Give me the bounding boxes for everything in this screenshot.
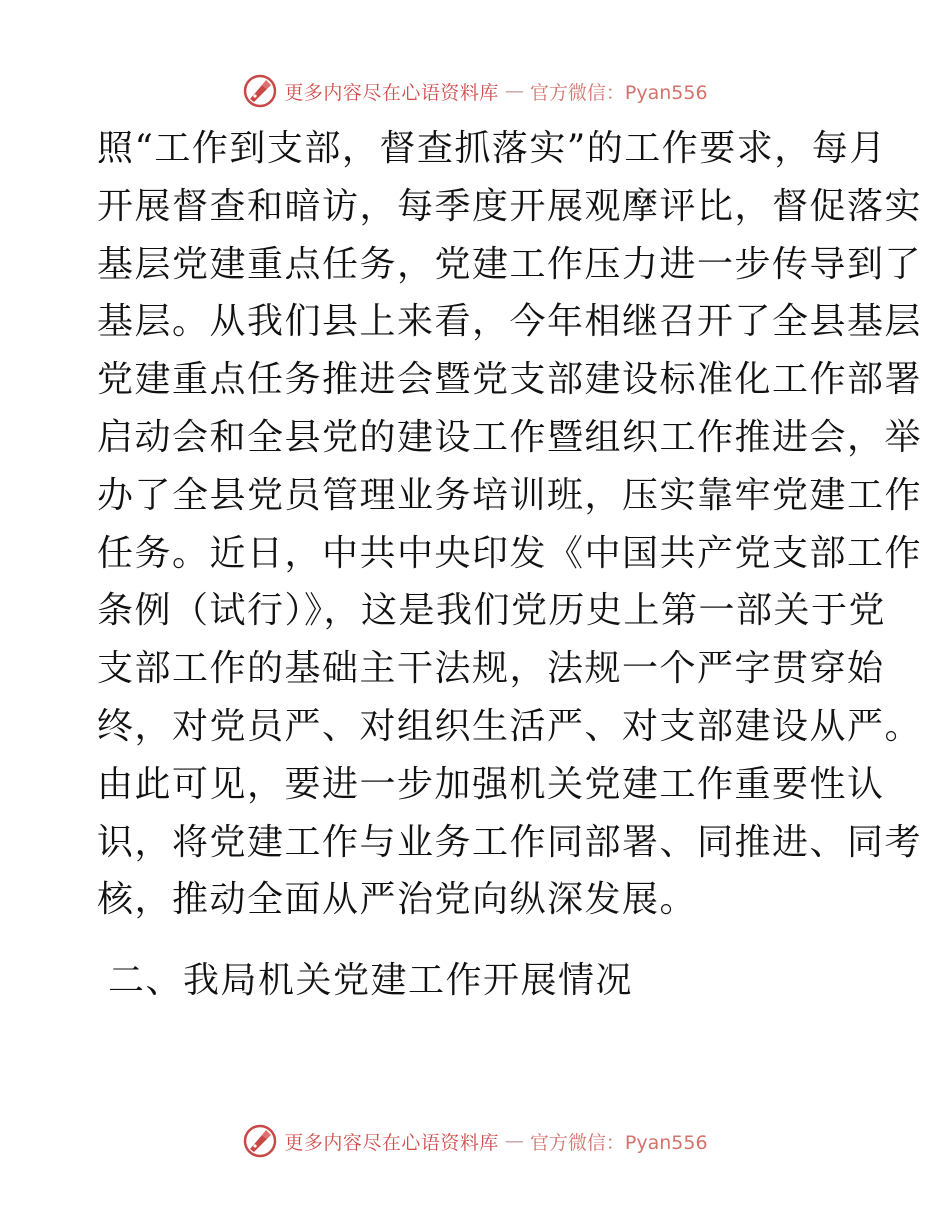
watermark-wechat-text: 官方微信：Pyan556 [529,81,708,104]
paragraph-line: 基层党建重点任务，党建工作压力进一步传导到了 [97,243,923,285]
document-paragraph [97,120,923,929]
paragraph-line: 开展督查和暗访，每季度开展观摩评比，督促落实 [97,185,923,227]
watermark-dash: — [504,80,524,102]
section-heading: 二、我局机关党建工作开展情况 [108,960,634,1001]
fountain-pen-logo-icon [242,73,278,109]
watermark-site-text: 更多内容尽在心语资料库 [284,1131,499,1154]
paragraph-line: 照“工作到支部，督查抓落实”的工作要求，每月 [97,128,887,169]
paragraph-line: 启动会和全县党的建设工作暨组织工作推进会，举 [97,416,923,458]
fountain-pen-logo-icon [242,1123,278,1159]
paragraph-line: 任务。近日，中共中央印发《中国共产党支部工作 [97,532,923,574]
watermark-wechat-text: 官方微信：Pyan556 [529,1131,708,1154]
paragraph-line: 基层。从我们县上来看，今年相继召开了全县基层 [97,301,923,343]
watermark-dash: — [504,1130,524,1152]
paragraph-line: 识，将党建工作与业务工作同部署、同推进、同考 [97,821,923,863]
paragraph-line: 党建重点任务推进会暨党支部建设标准化工作部署 [97,359,923,401]
paragraph-line: 条例（试行）》，这是我们党历史上第一部关于党 [97,590,887,632]
footer-watermark [0,1121,950,1161]
paragraph-line: 由此可见，要进一步加强机关党建工作重要性认 [97,763,885,805]
paragraph-line: 终，对党员严、对组织生活严、对支部建设从严。 [97,705,923,747]
paragraph-line: 办了全县党员管理业务培训班，压实靠牢党建工作 [97,474,923,516]
header-watermark [0,71,950,111]
watermark-site-text: 更多内容尽在心语资料库 [284,81,499,104]
paragraph-line: 核，推动全面从严治党向纵深发展。 [97,879,698,921]
paragraph-line: 支部工作的基础主干法规，法规一个严字贯穿始 [97,648,885,690]
